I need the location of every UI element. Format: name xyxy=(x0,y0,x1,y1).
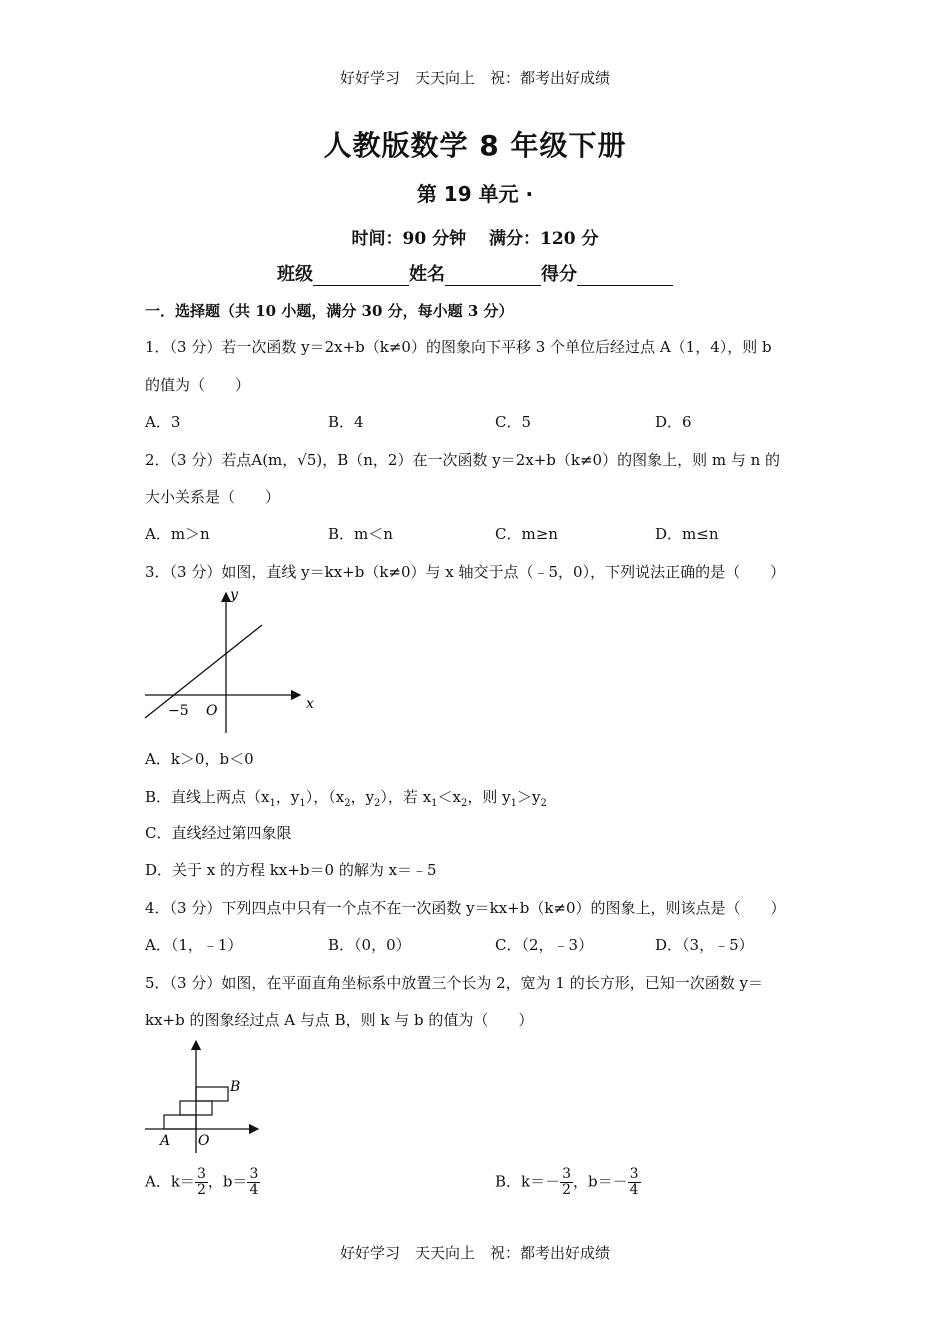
page-header: 好好学习 天天向上 祝：都考出好成绩 xyxy=(339,69,610,87)
q3-option-a[interactable]: A．k＞0，b＜0 xyxy=(145,750,254,768)
q4-stem-line1: 4．（3 分）下列四点中只有一个点不在一次函数 y＝kx+b（k≠0）的图象上，则该点是（ ） xyxy=(145,899,786,917)
student-info-line xyxy=(0,260,950,286)
q3-origin-label: O xyxy=(206,703,218,719)
q5-stem-line1: 5．（3 分）如图，在平面直角坐标系中放置三个长为 2，宽为 1 的长方形，已知一次函数 y＝ xyxy=(145,974,763,992)
name-blank[interactable] xyxy=(445,267,541,286)
q2-stem-line2: 大小关系是（ ） xyxy=(145,488,281,506)
q2-option-c[interactable]: C．m≥n xyxy=(495,525,558,543)
q3-minus5-label: −5 xyxy=(168,703,189,719)
q3-figure xyxy=(140,585,330,735)
q5-option-b[interactable]: B．k＝－ $\frac{3}{2}$ ，b＝－ $\frac{3}{4}$ xyxy=(495,1166,639,1198)
q3-stem-line1: 3．（3 分）如图，直线 y＝kx+b（k≠0）与 x 轴交于点（﹣5，0），下列说法正确的是（ ） xyxy=(145,563,786,581)
q3-function-line xyxy=(145,625,262,718)
q5-point-b-label: B xyxy=(230,1079,241,1095)
unit-subtitle: 第 19 单元 · xyxy=(416,182,534,206)
section-heading: 一．选择题（共 10 小题，满分 30 分，每小题 3 分） xyxy=(145,302,514,320)
q1-option-a[interactable]: A．3 xyxy=(145,413,181,431)
q3-option-b[interactable]: B．直线上两点（$x_1$，$y_1$），（$x_2$，$y_2$），若 $x_1<x_2$，则 $y_1>y_2$ xyxy=(145,788,547,809)
q4-option-c[interactable]: C．（2，﹣3） xyxy=(495,936,594,954)
q5-rectangle-1 xyxy=(164,1115,196,1129)
q5-figure xyxy=(140,1035,270,1155)
q1-option-d[interactable]: D．6 xyxy=(655,413,692,431)
q5-origin-label: O xyxy=(198,1133,210,1149)
q4-option-b[interactable]: B．（0，0） xyxy=(328,936,411,954)
q2-stem-line1: 2．（3 分）若点A(m，√5)，B（n，2）在一次函数 y＝2x+b（k≠0）的图象上，则 m 与 n 的 xyxy=(145,451,781,469)
q3-option-d[interactable]: D．关于 x 的方程 kx+b＝0 的解为 x＝﹣5 xyxy=(145,861,437,879)
q2-option-a[interactable]: A．m＞n xyxy=(145,525,210,543)
q5-point-a-label: A xyxy=(160,1133,171,1149)
q3-option-c[interactable]: C．直线经过第四象限 xyxy=(145,824,292,842)
q3-y-label: y xyxy=(230,587,238,603)
name-label: 姓名 xyxy=(409,264,445,285)
q1-option-b[interactable]: B．4 xyxy=(328,413,364,431)
class-label: 班级 xyxy=(277,264,313,285)
q1-stem-line2: 的值为（ ） xyxy=(145,376,251,394)
q5-rectangle-3 xyxy=(196,1087,228,1101)
q3-x-label: x xyxy=(306,696,314,712)
q4-option-d[interactable]: D．（3，﹣5） xyxy=(655,936,754,954)
q4-option-a[interactable]: A．（1，﹣1） xyxy=(145,936,243,954)
document-title: 人教版数学 8 年级下册 xyxy=(323,129,627,162)
class-blank[interactable] xyxy=(313,267,409,286)
q5-stem-line2: kx+b 的图象经过点 A 与点 B，则 k 与 b 的值为（ ） xyxy=(145,1011,534,1029)
q2-option-b[interactable]: B．m＜n xyxy=(328,525,393,543)
page-footer: 好好学习 天天向上 祝：都考出好成绩 xyxy=(339,1244,610,1262)
q1-option-c[interactable]: C．5 xyxy=(495,413,532,431)
q5-option-a[interactable]: A．k＝ $\frac{3}{2}$ ，b＝ $\frac{3}{4}$ xyxy=(145,1166,259,1198)
time-score-info: 时间：90 分钟 满分：120 分 xyxy=(351,229,599,249)
q1-stem-line1: 1．（3 分）若一次函数 y＝2x+b（k≠0）的图象向下平移 3 个单位后经过点 A（1，4），则 b xyxy=(145,338,772,356)
score-blank[interactable] xyxy=(577,267,673,286)
score-label: 得分 xyxy=(541,264,577,285)
q2-option-d[interactable]: D．m≤n xyxy=(655,525,719,543)
